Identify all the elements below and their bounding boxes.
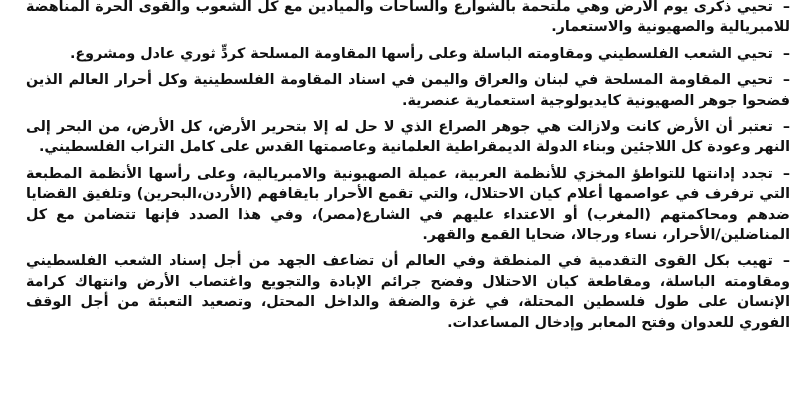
list-item [26,117,790,158]
list-item-text: تعتبر أن الأرض كانت ولازالت هي جوهر الصراع الذي لا حل له إلا بتحرير الأرض، كل الأرض، من البحر إلى النهر وعودة كل اللاجئين وبناء الدولة الديمقراطية العلمانية وعاصمتها القدس على كامل التراب الفلسطيني. [26,119,790,156]
bullet-dash: – [782,45,790,62]
bullet-dash: – [782,253,790,270]
bullet-dash: – [782,165,790,182]
list-item-text: تحيي الشعب الفلسطيني ومقاومته الباسلة وعلى رأسها المقاومة المسلحة كردٍّ ثوري عادل ومشروع. [69,45,773,62]
list-item-text: تحيي ذكرى يوم الأرض وهي ملتحمة بالشوارع والساحات والميادين مع كل الشعوب والقوى الحرة المناهضة للامبريالية والصهيونية والاستعمار. [26,0,790,36]
document-body [26,0,790,339]
list-item [26,70,790,111]
list-item [26,251,790,333]
list-item [26,44,790,64]
list-item-text: تهيب بكل القوى التقدمية في المنطقة وفي العالم أن تضاعف الجهد من أجل إسناد الشعب الفلسطيني ومقاومته الباسلة، ومقاطعة كيان الاحتلال وفضح جرائم الإبادة والتجويع واغتصاب الأرض وانتهاك كرامة الإنسان على طول فلسطين المحتلة، في غزة والضفة والداخل المحتل، وتصعيد التعبئة من أجل الوقف الفوري للعدوان وفتح المعابر وإدخال المساعدات. [26,253,790,331]
bullet-dash: – [782,0,790,15]
bullet-dash: – [782,119,790,136]
list-item-text: تجدد إدانتها للتواطؤ المخزي للأنظمة العربية، عميلة الصهيونية والامبريالية، وعلى رأسها الأنظمة المطبعة التي ترفرف في عواصمها أعلام كيان الاحتلال، والتي تقمع الأحرار بايقافهم (الأردن،البحرين) وتلفيق القضايا ضدهم ومحاكمتهم (المغرب) أو الاعتداء عليهم في الشارع(مصر)، وفي هذا الصدد فإنها تتضامن مع كل المناضلين/الأحرار، نساء ورجالا، ضحايا القمع والقهر. [26,165,790,244]
list-item [26,164,790,246]
list-item-text: تحيي المقاومة المسلحة في لبنان والعراق واليمن في اسناد المقاومة الفلسطينية وكل أحرار العالم الذين فضحوا جوهر الصهيونية كايديولوجية استعمارية عنصرية. [26,72,790,109]
bullet-dash: – [782,72,790,89]
list-item [26,0,790,38]
